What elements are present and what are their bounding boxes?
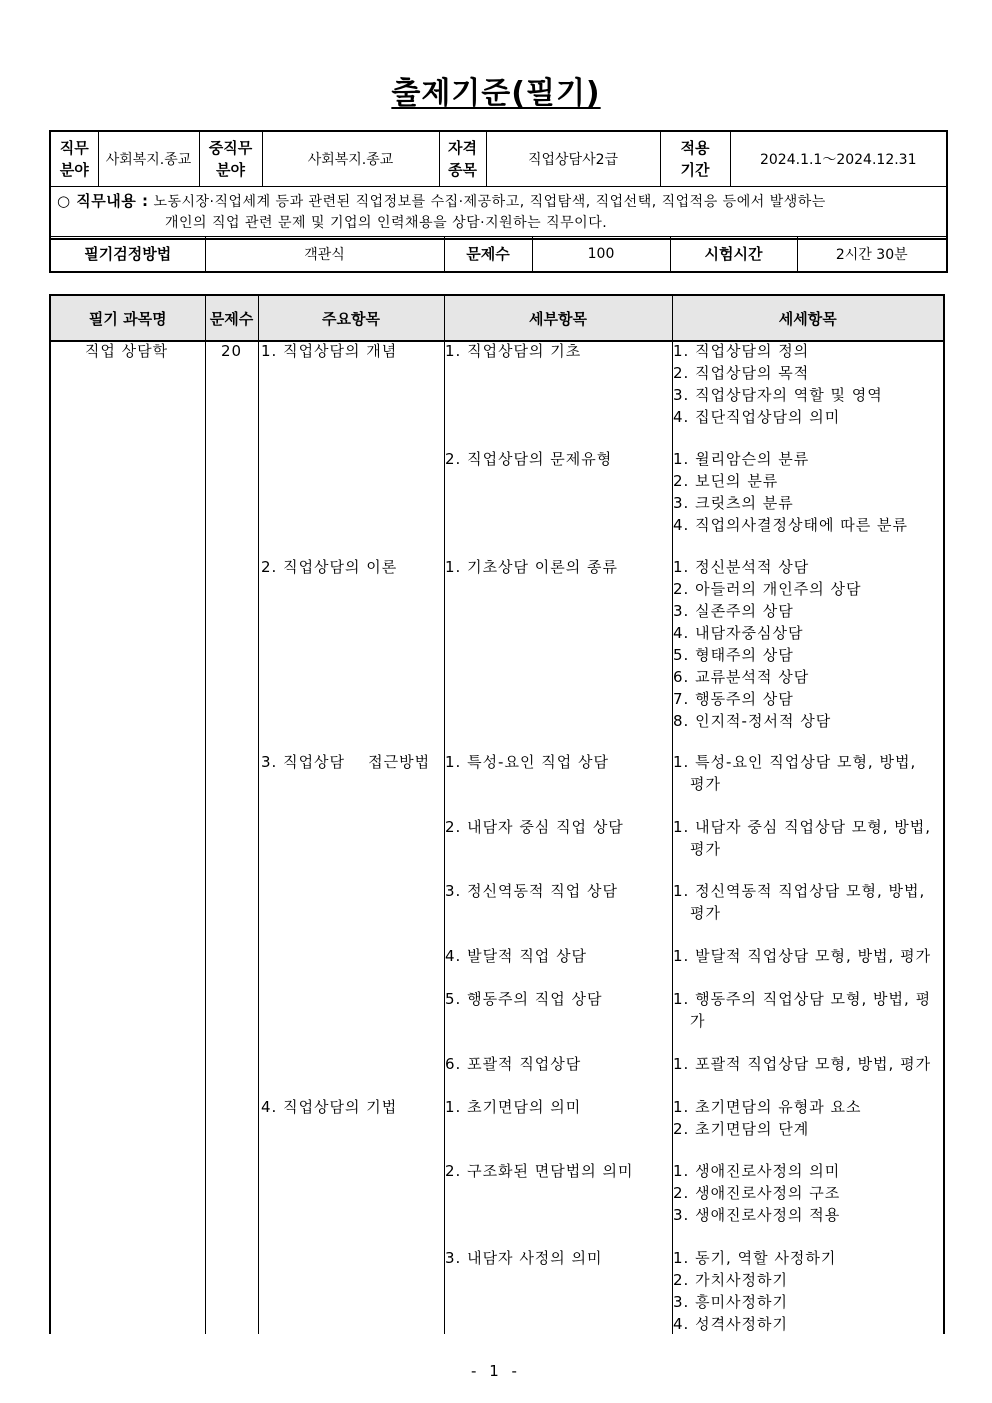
- detail-item: 1. 정신역동적 직업상담 모형, 방법,: [673, 882, 926, 900]
- detail-item: 5. 형태주의 상담: [673, 646, 794, 664]
- detail-item: 2. 생애진로사정의 구조: [673, 1184, 841, 1202]
- detail-group: [673, 448, 943, 536]
- detail-group: [673, 556, 943, 732]
- col-sub-header: 세부항목: [444, 295, 672, 341]
- detail-item: 7. 행동주의 상담: [673, 690, 794, 708]
- detail-group: [673, 1160, 943, 1226]
- period-value: 2024.1.1～2024.12.31: [730, 131, 947, 186]
- sub-item: 1. 직업상담의 기초: [445, 342, 582, 360]
- sub-item: 1. 초기면담의 의미: [445, 1098, 582, 1116]
- main-item: 4. 직업상담의 기법: [261, 1098, 398, 1116]
- sub-item: 1. 특성-요인 직업 상담: [445, 753, 609, 771]
- detail-item: 1. 직업상담의 정의: [673, 342, 810, 360]
- page-number: - 1 -: [471, 1362, 521, 1380]
- sub-item: 2. 구조화된 면담법의 의미: [445, 1162, 634, 1180]
- sub-item: 1. 기초상담 이론의 종류: [445, 558, 619, 576]
- detail-group: [673, 816, 943, 860]
- time-value: 2시간 30분: [797, 237, 947, 272]
- duty-description: [50, 186, 947, 239]
- detail-item: 2. 가치사정하기: [673, 1271, 789, 1289]
- detail-item: 2. 아들러의 개인주의 상담: [673, 580, 862, 598]
- method-value: 객관식: [205, 237, 444, 272]
- col-count-header: 문제수: [205, 295, 258, 341]
- detail-item: 1. 포괄적 직업상담 모형, 방법, 평가: [673, 1055, 932, 1073]
- qualification-info-table: [49, 130, 948, 240]
- subfield-value: 사회복지.종교: [262, 131, 439, 186]
- detail-item: 1. 윌리암슨의 분류: [673, 450, 810, 468]
- detail-item: 4. 성격사정하기: [673, 1315, 789, 1333]
- field-value: 사회복지.종교: [98, 131, 199, 186]
- detail-item-continued: 평가: [690, 840, 721, 858]
- exam-method-table: [49, 236, 948, 273]
- detail-item: 8. 인지적-정서적 상담: [673, 712, 832, 730]
- sub-item: 3. 내담자 사정의 의미: [445, 1249, 603, 1267]
- col-main-header: 주요항목: [258, 295, 444, 341]
- duty-label: ○ 직무내용 :: [57, 191, 149, 210]
- period-label: 적용 기간: [660, 131, 730, 186]
- detail-item: 3. 생애진로사정의 적용: [673, 1206, 841, 1224]
- sub-item: 3. 정신역동적 직업 상담: [445, 882, 619, 900]
- time-label: 시험시간: [670, 237, 797, 272]
- detail-item: 3. 실존주의 상담: [673, 602, 794, 620]
- sub-item: 4. 발달적 직업 상담: [445, 947, 588, 965]
- detail-item: 1. 특성-요인 직업상담 모형, 방법,: [673, 753, 917, 771]
- sub-item: 5. 행동주의 직업 상담: [445, 990, 603, 1008]
- detail-item-continued: 가: [690, 1012, 706, 1030]
- detail-item: 2. 초기면담의 단계: [673, 1120, 810, 1138]
- detail-item: 3. 크릿츠의 분류: [673, 494, 794, 512]
- cert-value: 직업상담사2급: [486, 131, 660, 186]
- detail-group: [673, 1247, 943, 1335]
- col-detail-header: 세세항목: [672, 295, 944, 341]
- detail-item: 3. 흥미사정하기: [673, 1293, 789, 1311]
- sub-item: 2. 직업상담의 문제유형: [445, 450, 613, 468]
- duty-line-2: 개인의 직업 관련 문제 및 기업의 인력채용을 상담·지원하는 직무이다.: [165, 214, 608, 231]
- detail-item: 1. 생애진로사정의 의미: [673, 1162, 841, 1180]
- main-item: 1. 직업상담의 개념: [261, 342, 398, 360]
- count-label: 문제수: [444, 237, 532, 272]
- detail-item-continued: 평가: [690, 904, 721, 922]
- detail-item: 1. 발달적 직업상담 모형, 방법, 평가: [673, 947, 932, 965]
- col-subject-header: 필기 과목명: [50, 295, 205, 341]
- detail-item-continued: 평가: [690, 775, 721, 793]
- detail-group: [673, 1096, 943, 1140]
- main-item: 3. 직업상담 접근방법: [261, 753, 431, 771]
- detail-item: 2. 직업상담의 목적: [673, 364, 810, 382]
- detail-item: 3. 직업상담자의 역할 및 영역: [673, 386, 883, 404]
- page-title: 출제기준(필기): [391, 76, 601, 111]
- main-item: 2. 직업상담의 이론: [261, 558, 398, 576]
- detail-group: [673, 945, 943, 967]
- detail-item: 1. 정신분석적 상담: [673, 558, 810, 576]
- detail-item: 1. 행동주의 직업상담 모형, 방법, 평: [673, 990, 932, 1008]
- detail-item: 4. 집단직업상담의 의미: [673, 408, 841, 426]
- subject-count: 20: [220, 342, 243, 360]
- duty-line-1: 노동시장·직업세계 등과 관련된 직업정보를 수집·제공하고, 직업탐색, 직업선택, 직업적응 등에서 발생하는: [153, 193, 826, 210]
- sub-item: 2. 내담자 중심 직업 상담: [445, 818, 624, 836]
- detail-group: [673, 1053, 943, 1075]
- subject-name: 직업 상담학: [84, 342, 169, 360]
- count-value: 100: [532, 237, 670, 272]
- detail-item: 1. 초기면담의 유형과 요소: [673, 1098, 862, 1116]
- detail-group: [673, 988, 943, 1032]
- detail-group: [673, 880, 943, 924]
- detail-item: 2. 보딘의 분류: [673, 472, 779, 490]
- field-label: 직무 분야: [50, 131, 98, 186]
- method-label: 필기검정방법: [50, 237, 205, 272]
- subfield-label: 중직무 분야: [199, 131, 262, 186]
- sub-item: 6. 포괄적 직업상담: [445, 1055, 582, 1073]
- detail-item: 4. 내담자중심상담: [673, 624, 804, 642]
- detail-group: [673, 340, 943, 428]
- detail-group: [673, 751, 943, 795]
- detail-item: 6. 교류분석적 상담: [673, 668, 810, 686]
- detail-item: 4. 직업의사결정상태에 따른 분류: [673, 516, 908, 534]
- cert-label: 자격 종목: [439, 131, 486, 186]
- detail-item: 1. 동기, 역할 사정하기: [673, 1249, 837, 1267]
- detail-item: 1. 내담자 중심 직업상담 모형, 방법,: [673, 818, 932, 836]
